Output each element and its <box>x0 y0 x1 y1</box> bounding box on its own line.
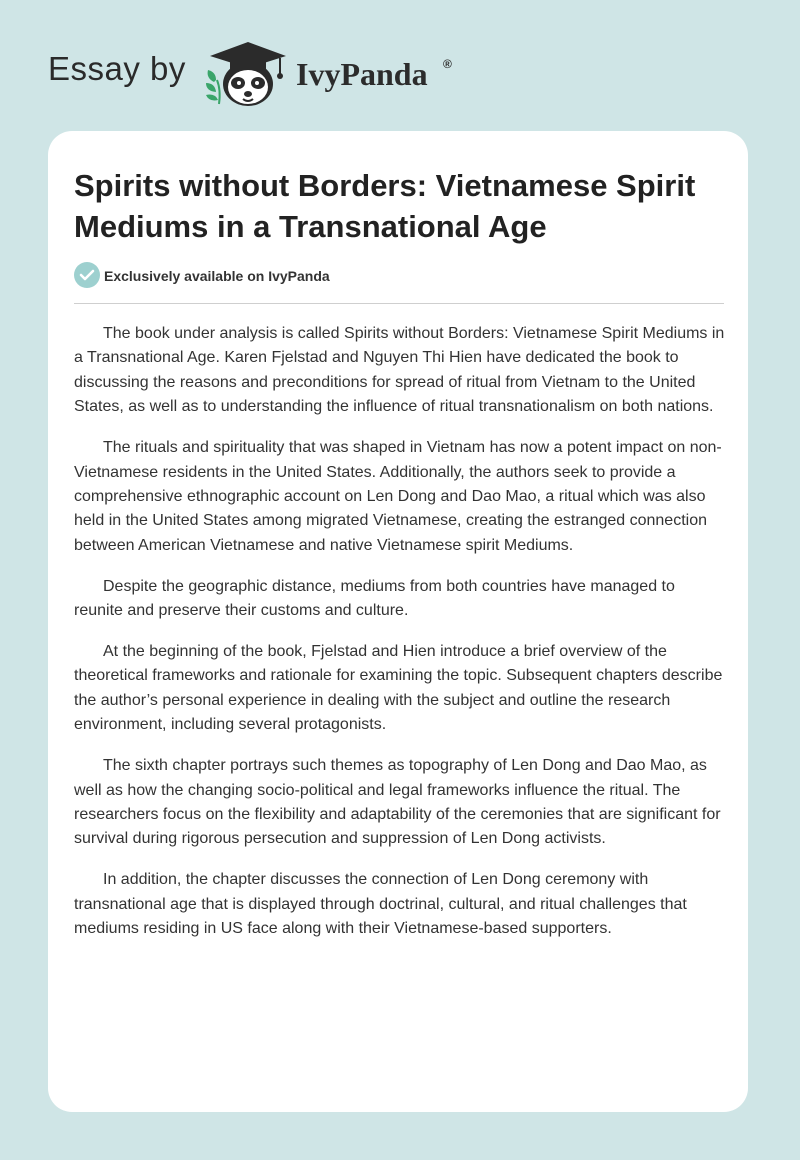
paragraph: The sixth chapter portrays such themes as topography of Len Dong and Dao Mao, as well as how the changing socio-political and legal frameworks influence the ritual. The researchers focus on the flexibility and adaptability of the ceremonies that are significant for survival during rigorous persecution and suppression of Len Dong activists. <box>74 757 721 848</box>
paragraph: In addition, the chapter discusses the connection of Len Dong ceremony with transnational age that is displayed through doctrinal, cultural, and ritual challenges that mediums residing in US face along with their Vietnamese-based supporters. <box>74 871 687 938</box>
check-circle-icon <box>74 262 100 288</box>
paragraph: The rituals and spirituality that was shaped in Vietnam has now a potent impact on non-Vietnamese residents in the United States. Additionally, the authors seek to provide a comprehensive ethnographic account on Len Dong and Dao Mao, a ritual which was also held in the United States among migrated Vietnamese, creating the estranged connection between American Vietnamese and native Vietnamese spirit Mediums. <box>74 439 722 554</box>
article-body <box>74 322 728 958</box>
article-card <box>48 131 748 1112</box>
essay-by-label: Essay by <box>48 50 186 87</box>
divider <box>74 303 724 304</box>
paragraph: Despite the geographic distance, mediums from both countries have managed to reunite and preserve their customs and culture. <box>74 577 675 620</box>
paragraph: At the beginning of the book, Fjelstad and Hien introduce a brief overview of the theoretical frameworks and rationale for examining the topic. Subsequent chapters describe the author’s personal experience in dealing with the subject and outline the research environment, including several protagonists. <box>74 642 723 734</box>
site-header <box>0 0 800 130</box>
brand-name[interactable]: IvyPanda <box>296 56 428 92</box>
registered-mark: ® <box>443 57 452 71</box>
paragraph: The book under analysis is called Spirits without Borders: Vietnamese Spirit Mediums in a Transnational Age. Karen Fjelstad and Nguyen Thi Hien have dedicated the book to discussing the reasons and preconditions for spread of ritual from Vietnam to the United States, as well as to understanding the influence of ritual transnationalism on both nations. <box>74 325 725 416</box>
panda-graduation-cap-icon[interactable] <box>200 34 294 110</box>
article-title: Spirits without Borders: Vietnamese Spirit Mediums in a Transnational Age <box>74 168 696 244</box>
exclusive-badge-label: Exclusively available on IvyPanda <box>104 268 330 284</box>
